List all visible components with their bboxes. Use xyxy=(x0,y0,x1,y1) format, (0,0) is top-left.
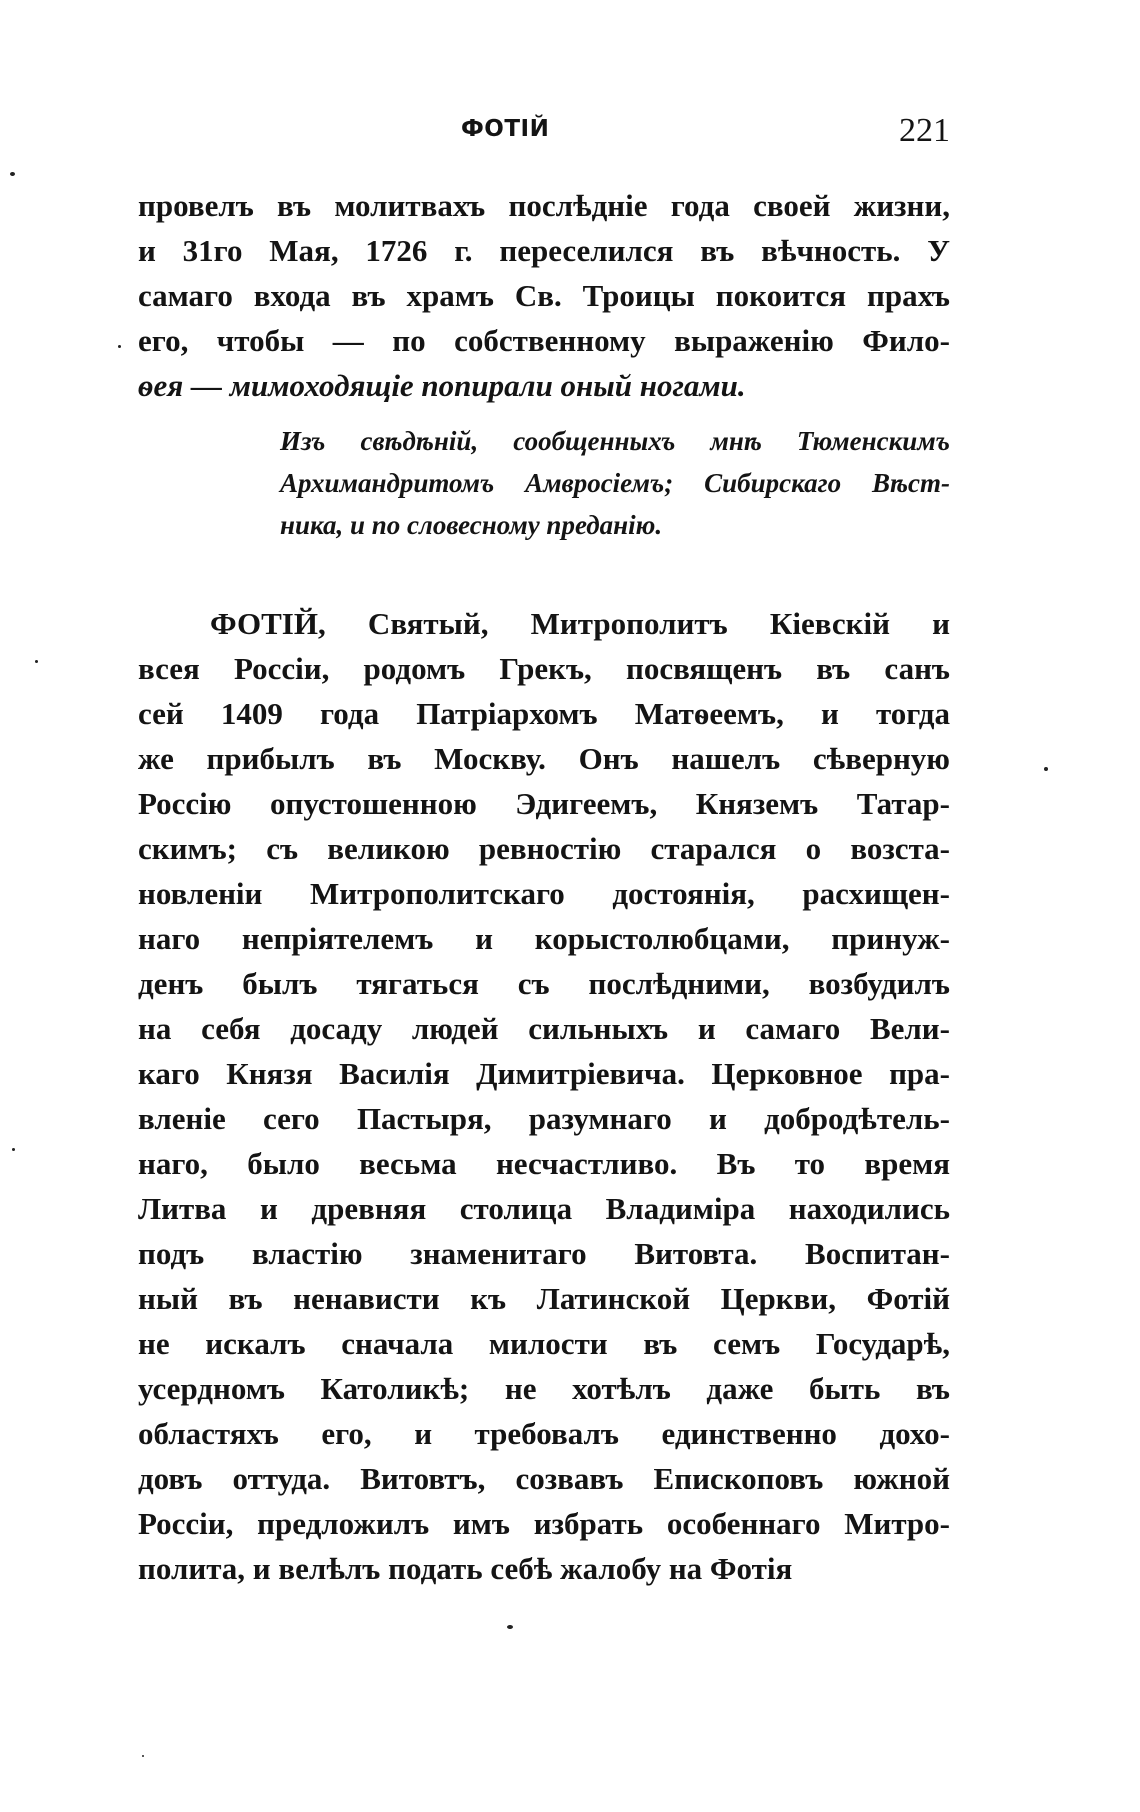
print-speck xyxy=(142,1755,144,1757)
text-line: самаго входа въ храмъ Св. Троицы покоится прахъ xyxy=(138,278,950,313)
print-speck xyxy=(12,1148,15,1151)
text-line: не искалъ сначала милости въ семъ Государѣ, xyxy=(138,1326,950,1361)
text-line: новленіи Митрополитскаго достоянія, расхищен- xyxy=(138,876,950,911)
text-line: и 31го Мая, 1726 г. переселился въ вѣчность. У xyxy=(138,233,950,268)
text-line: усердномъ Католикѣ; не хотѣлъ даже быть въ xyxy=(138,1371,950,1406)
citation-line: Изъ свѣдѣній, сообщенныхъ мнѣ Тюменскимъ xyxy=(280,426,950,456)
text-line: вленіе сего Пастыря, разумнаго и добродѣтель- xyxy=(138,1101,950,1136)
text-line: Россію опустошенною Эдигеемъ, Княземъ Татар- xyxy=(138,786,950,821)
text-line: его, чтобы — по собственному выраженію Фило- xyxy=(138,323,950,358)
text-line: наго непріятелемъ и корыстолюбцами, принуж- xyxy=(138,921,950,956)
text-line: Литва и древняя столица Владиміра находились xyxy=(138,1191,950,1226)
citation-line: Архимандритомъ Амвросіемъ; Сибирскаго Вѣст- xyxy=(280,468,950,498)
text-line: Россіи, предложилъ имъ избрать особеннаго Митро- xyxy=(138,1506,950,1541)
text-line: ный въ ненависти къ Латинской Церкви, Фотій xyxy=(138,1281,950,1316)
print-speck xyxy=(507,1625,513,1629)
text-line: денъ былъ тягаться съ послѣдними, возбудилъ xyxy=(138,966,950,1001)
entry-paragraph xyxy=(138,601,950,1591)
text-line: ѳея — мимоходящіе попирали оный ногами. xyxy=(138,368,746,403)
print-speck xyxy=(35,660,38,663)
running-title: ФОТІЙ xyxy=(461,116,550,142)
text-line: довъ оттуда. Витовтъ, созвавъ Епископовъ южной xyxy=(138,1461,950,1496)
text-line: всея Россіи, родомъ Грекъ, посвященъ въ санъ xyxy=(138,651,950,686)
citation-line: ника, и по словесному преданію. xyxy=(280,510,663,540)
text-line: скимъ; съ великою ревностію старался о возста- xyxy=(138,831,950,866)
text-line: областяхъ его, и требовалъ единственно дохо- xyxy=(138,1416,950,1451)
text-line: подъ властію знаменитаго Витовта. Воспитан- xyxy=(138,1236,950,1271)
print-speck xyxy=(1044,767,1048,771)
text-line: на себя досаду людей сильныхъ и самаго Вели- xyxy=(138,1011,950,1046)
text-line: полита, и велѣлъ подать себѣ жалобу на Фотія xyxy=(138,1551,793,1586)
source-citation xyxy=(280,420,950,546)
intro-paragraph xyxy=(138,183,950,408)
text-line: же прибылъ въ Москву. Онъ нашелъ сѣверную xyxy=(138,741,950,776)
print-speck xyxy=(118,345,121,348)
text-line: каго Князя Василія Димитріевича. Церковное пра- xyxy=(138,1056,950,1091)
print-speck xyxy=(10,172,15,176)
text-line: провелъ въ молитвахъ послѣдніе года своей жизни, xyxy=(138,188,950,223)
entry-heading-line: ФОТІЙ, Святый, Митрополитъ Кіевскій и xyxy=(210,606,950,641)
running-head xyxy=(138,112,950,152)
page-number: 221 xyxy=(899,112,950,149)
text-line: сей 1409 года Патріархомъ Матѳеемъ, и тогда xyxy=(138,696,950,731)
text-line: наго, было весьма несчастливо. Въ то время xyxy=(138,1146,950,1181)
